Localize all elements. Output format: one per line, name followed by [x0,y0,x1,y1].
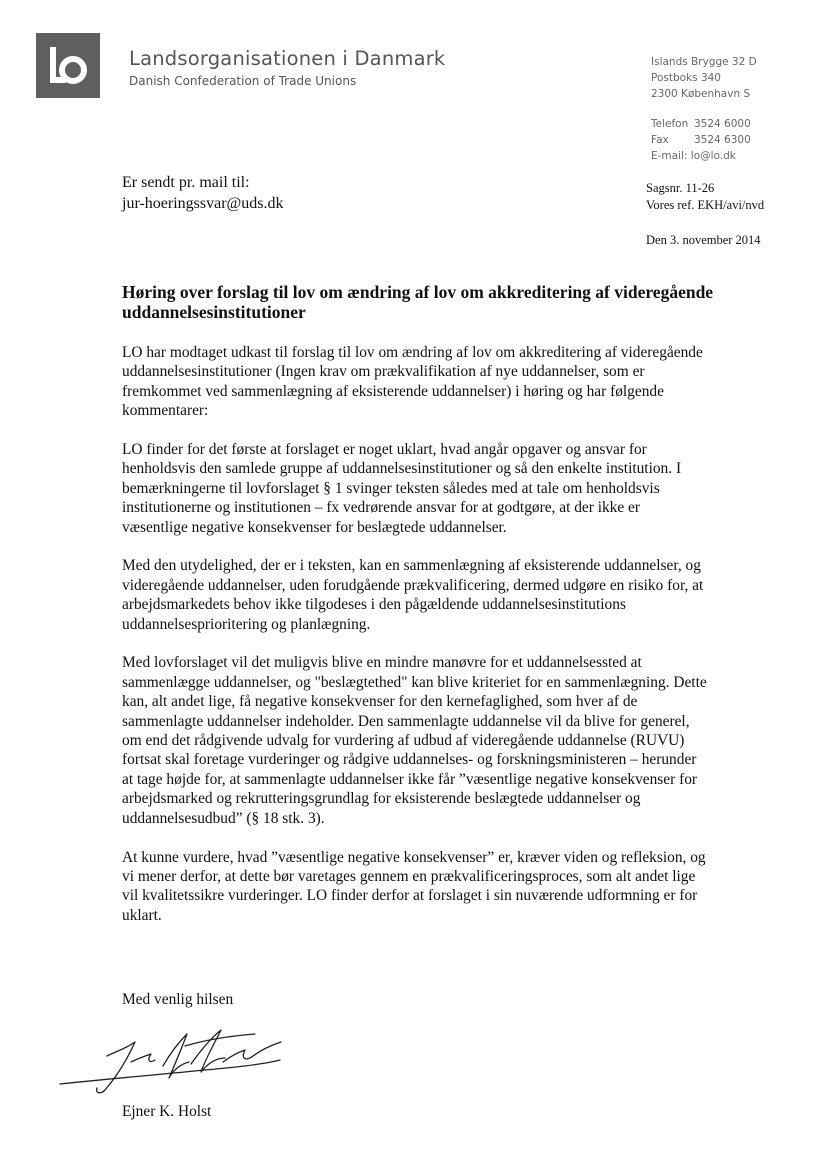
letter-body [122,343,707,945]
contact-block [651,54,757,162]
letter-date: Den 3. november 2014 [646,233,761,247]
recipient-email: jur-hoeringssvar@uds.dk [122,195,284,212]
fax-label: Fax [651,134,669,146]
body-paragraph: LO har modtaget udkast til forslag til lov om ændring af lov om akkreditering af videregående uddannelsesinstitutioner (Ingen krav om prækvalifikation af nye uddannelser, som er fremkommet ved sammenlægning af eksisterende uddannelser) i høring og har følgende kommentarer: [122,344,703,420]
lo-logo-mark [36,33,100,98]
address-line: Postboks 340 [651,72,721,84]
recipient-block [122,172,284,214]
organization-subtitle: Danish Confederation of Trade Unions [129,74,357,88]
recipient-label: Er sendt pr. mail til: [122,174,250,191]
body-paragraph: Med lovforslaget vil det muligvis blive en mindre manøvre for et uddannelsessted at sammenlægge uddannelser, og "beslægtethed" kan blive kriteriet for en sammenlægning. Dette kan, alt andet lige, få negative konsekvenser for den kernefaglighed, som hver af de sammenlagte uddannelser indeholder. Den sammenlagte uddannelse vil da blive for generel, om end det rådgivende udvalg for vurdering af udbud af videregående uddannelse (RUVU) fortsat skal foretage vurderinger og rådgive uddannelses- og forskningsministeren – herunder at tage højde for, at sammenlagte uddannelser ikke får ”væsentlige negative konsekvenser for arbejdsmarked og rekrutteringsgrundlag for eksisterende beslægtede uddannelser og uddannelsesudbud” (§ 18 stk. 3). [122,654,707,827]
body-paragraph: At kunne vurdere, hvad ”væsentlige negative konsekvenser” er, kræver viden og refleksion, og vi mener derfor, at dette bør varetages gennem en prækvalificeringsproces, som alt andet lige vil kvalitetssikre vurderinger. LO finder derfor at forslaget i sin nuværende udformning er for uklart. [122,848,706,924]
our-reference: Vores ref. EKH/avi/nvd [646,198,765,212]
reference-block [646,180,764,214]
letter-subject: Høring over forslag til lov om ændring af lov om akkreditering af videregående uddannelsesinstitutioner [122,282,714,322]
fax-number: 3524 6300 [694,134,751,146]
body-paragraph: LO finder for det første at forslaget er noget uklart, hvad angår opgaver og ansvar for henholdsvis den samlede gruppe af uddannelsesinstitutioner og så den enkelte institution. I bemærkningerne til lovforslaget § 1 svinger teksten således med at tale om henholdsvis institutionerne og institutionen – fx vedrørende ansvar for at godtgøre, at der ikke er væsentlige negative konsekvenser for beslægtede uddannelser. [122,441,682,536]
signer-name: Ejner K. Holst [122,1103,212,1120]
organization-name: Landsorganisationen i Danmark [129,47,446,70]
email-line-cropped: E-mail: lo@lo.dk [651,150,736,162]
phone-label: Telefon [651,118,689,130]
closing-salutation: Med venlig hilsen [122,991,234,1008]
case-number: Sagsnr. 11-26 [646,181,715,195]
phone-number: 3524 6000 [694,118,751,130]
address-line: 2300 København S [651,88,751,100]
body-paragraph: Med den utydelighed, der er i teksten, kan en sammenlægning af eksisterende uddannelser, og videregående uddannelser, uden forudgående prækvalificering, dermed udgøre en risiko for, at arbejdsmarkedets behov ikke tilgodeses i den pågældende uddannelsesinstitutions uddannelsesprioritering og planlægning. [122,557,704,633]
fax-line [651,132,757,148]
lo-logo [36,33,100,98]
handwritten-signature [55,1012,295,1102]
phone-line [651,116,757,132]
address-line: Islands Brygge 32 D [651,56,757,68]
organization-header [129,47,445,89]
